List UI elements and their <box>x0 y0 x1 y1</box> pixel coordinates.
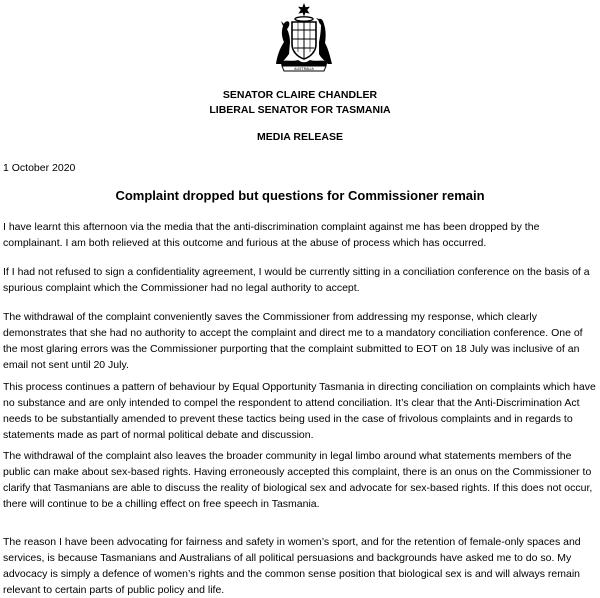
release-type: MEDIA RELEASE <box>257 131 343 143</box>
paragraph-4: This process continues a pattern of behaviour by Equal Opportunity Tasmania in directing conciliation on complaints which have no substance and are only intended to compel the respondent to attend conciliation. It’s clear that the Anti-Discrimination Act needs to be substantially amended to prevent these tactics being used in the case of frivolous complaints and in regards to statements made as part of normal political debate and discussion. <box>3 381 596 441</box>
paragraph-3: The withdrawal of the complaint conveniently saves the Commissioner from addressing my response, which clearly demonstrates that she had no authority to accept the complaint and direct me to a mandatory conciliation conference. One of the most glaring errors was the Commissioner purporting that the complaint submitted to EOT on 18 July was inclusive of an email not sent until 20 July. <box>3 311 583 371</box>
paragraph-6: The reason I have been advocating for fairness and safety in women’s sport, and for the retention of female-only spaces and services, is because Tasmanians and Australians of all political persuasions and backgrounds have asked me to do so. My advocacy is simply a defence of women’s rights and the common sense position that biological sex is and will always remain relevant to certain parts of public policy and life. <box>3 536 581 596</box>
paragraph-1: I have learnt this afternoon via the media that the anti-discrimination complaint against me has been dropped by the complainant. I am both relieved at this outcome and furious at the abuse of process which has occurred. <box>3 221 540 249</box>
paragraph-2: If I had not refused to sign a confidentiality agreement, I would be currently sitting in a conciliation conference on the basis of a spurious complaint which the Commissioner had no legal authority to accept. <box>3 266 590 294</box>
crest-motto: AUSTRALIA <box>294 67 314 71</box>
headline: Complaint dropped but questions for Commissioner remain <box>115 188 485 203</box>
senator-role: LIBERAL SENATOR FOR TASMANIA <box>209 104 391 116</box>
paragraph-5: The withdrawal of the complaint also leaves the broader community in legal limbo around what statements members of the public can make about sex-based rights. Having erroneously accepted this complaint, there is an onus on the Commissioner to clarify that Tasmanians are able to discuss the reality of biological sex and advocate for sex-based rights. If this does not occur, there will continue to be a chilling effect on free speech in Tasmania. <box>3 450 593 510</box>
senator-name: SENATOR CLAIRE CHANDLER <box>222 89 378 101</box>
coat-of-arms-icon <box>268 2 340 74</box>
release-date: 1 October 2020 <box>3 162 76 174</box>
